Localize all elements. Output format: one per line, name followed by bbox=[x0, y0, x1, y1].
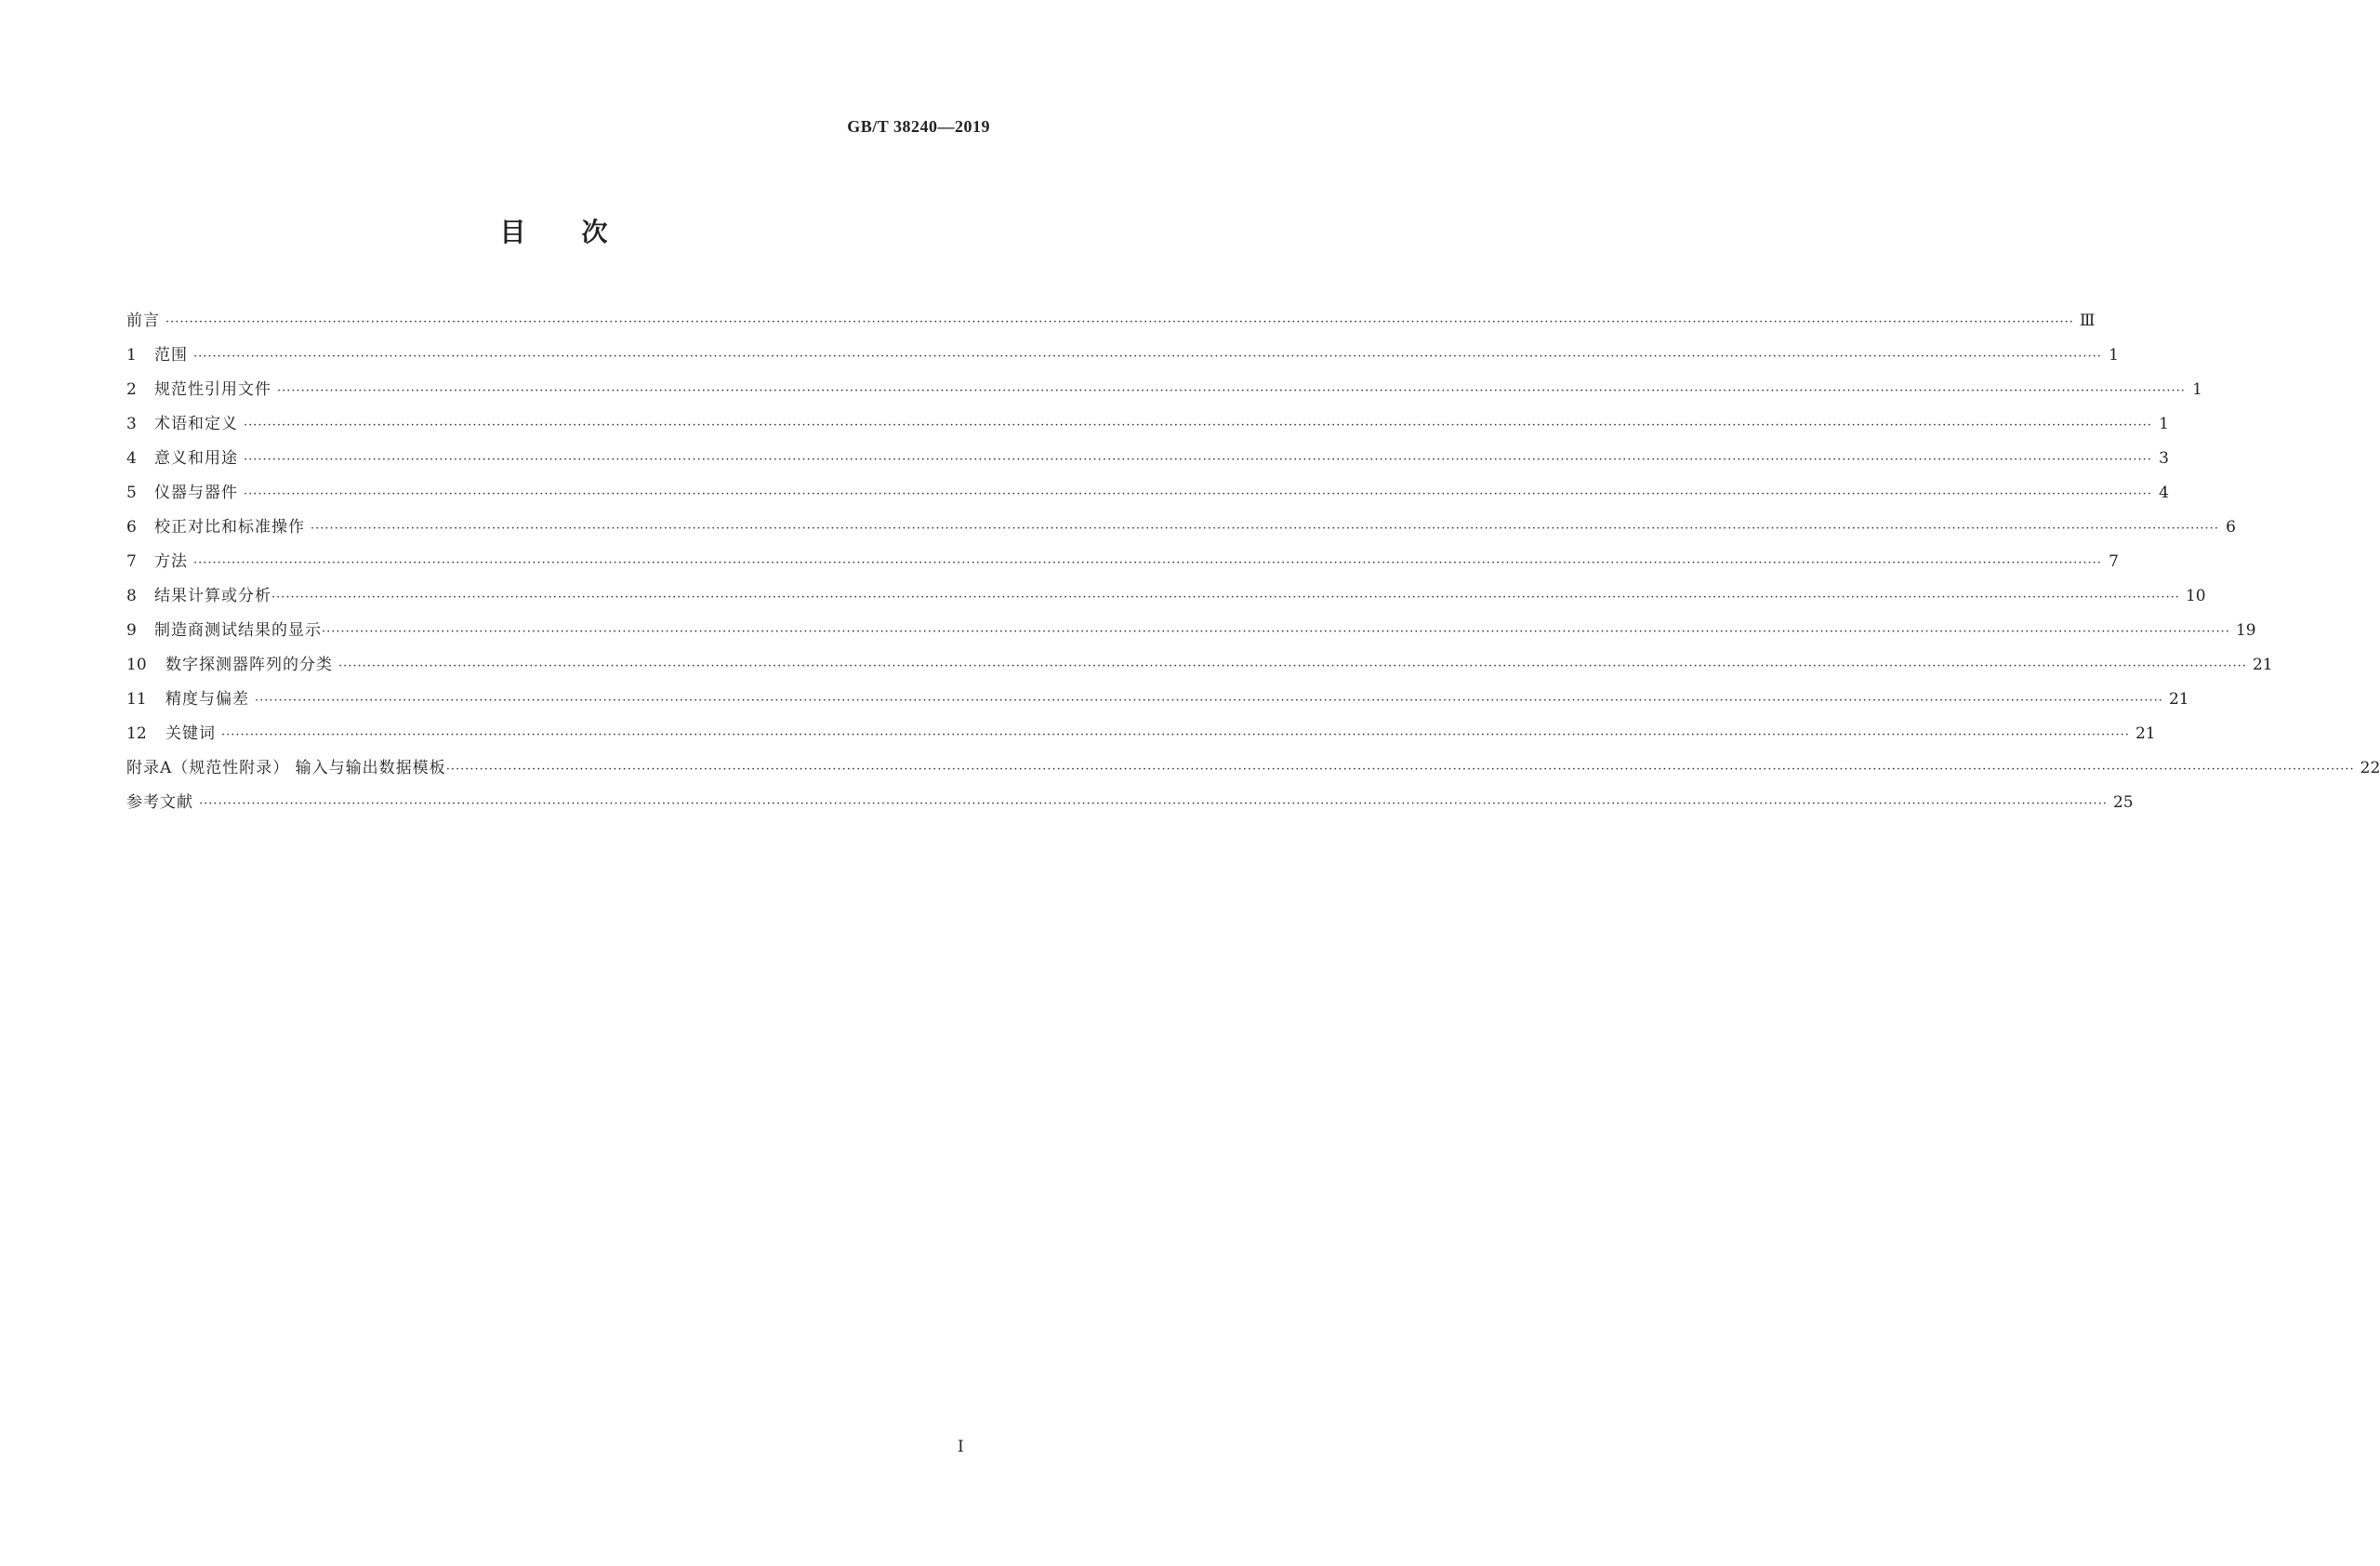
toc-entry[interactable] bbox=[126, 376, 2202, 410]
toc-entry-page: 1 bbox=[2192, 380, 2202, 399]
toc-entry[interactable] bbox=[126, 341, 2119, 376]
dot-leader: ················································································································································································································································································································································································································ bbox=[221, 728, 2130, 742]
toc-entry-page: 1 bbox=[2159, 415, 2169, 433]
dot-leader: ················································································································································································································································································································································································································ bbox=[193, 556, 2102, 570]
dot-leader: ················································································································································································································································································································································································································ bbox=[244, 487, 2152, 501]
toc-entry[interactable] bbox=[126, 548, 2119, 582]
toc-entry[interactable] bbox=[126, 410, 2169, 445]
toc-entry-label: 制造商测试结果的显示 bbox=[154, 621, 322, 640]
dot-leader: ················································································································································································································································································································································································································ bbox=[338, 659, 2247, 673]
dot-leader: ················································································································································································································································································································································································································ bbox=[244, 453, 2152, 467]
toc-entry-number: 1 bbox=[126, 346, 137, 365]
toc-entry[interactable] bbox=[126, 582, 2206, 617]
dot-leader: ················································································································································································································································································································································································································ bbox=[165, 315, 2074, 329]
toc-entry-number: 10 bbox=[126, 656, 147, 674]
toc-entry[interactable] bbox=[126, 754, 2380, 789]
toc-entry[interactable] bbox=[126, 720, 2156, 754]
table-of-contents bbox=[126, 307, 2380, 823]
toc-entry-label: 范围 bbox=[154, 346, 188, 365]
toc-entry-label: 数字探测器阵列的分类 bbox=[165, 656, 333, 674]
dot-leader: ················································································································································································································································································································································································································ bbox=[244, 418, 2152, 432]
toc-entry-number: 2 bbox=[126, 380, 137, 399]
dot-leader: ················································································································································································································································································································································································································ bbox=[193, 350, 2102, 364]
toc-entry-page: 25 bbox=[2112, 793, 2134, 812]
toc-entry-page: Ⅲ bbox=[2079, 312, 2096, 330]
toc-entry-label: 参考文献 bbox=[126, 793, 193, 812]
toc-entry[interactable] bbox=[126, 445, 2169, 479]
toc-entry[interactable] bbox=[126, 617, 2256, 651]
dot-leader: ················································································································································································································································································································································································································ bbox=[199, 797, 2108, 811]
toc-entry-label: 前言 bbox=[126, 312, 160, 330]
toc-entry[interactable] bbox=[126, 513, 2236, 548]
toc-entry-number: 8 bbox=[126, 587, 137, 605]
toc-entry-label: 结果计算或分析 bbox=[154, 587, 271, 605]
dot-leader: ················································································································································································································································································································································································································ bbox=[277, 384, 2186, 398]
page-title: 目次 bbox=[499, 217, 664, 247]
toc-entry-page: 10 bbox=[2185, 587, 2206, 605]
toc-entry-label: 精度与偏差 bbox=[165, 690, 249, 709]
toc-entry-page: 3 bbox=[2159, 449, 2169, 468]
toc-entry-label: 关键词 bbox=[165, 724, 216, 743]
toc-entry-label: 术语和定义 bbox=[154, 415, 238, 433]
dot-leader: ················································································································································································································································································································································································································ bbox=[322, 625, 2230, 639]
toc-entry[interactable] bbox=[126, 651, 2273, 685]
toc-entry[interactable] bbox=[126, 685, 2189, 720]
dot-leader: ················································································································································································································································································································································································································ bbox=[445, 763, 2355, 776]
toc-entry-page: 21 bbox=[2135, 724, 2156, 743]
toc-entry-label: 附录A（规范性附录） 输入与输出数据模板 bbox=[126, 759, 446, 777]
toc-entry-number: 5 bbox=[126, 484, 137, 502]
toc-entry-number: 4 bbox=[126, 449, 137, 468]
toc-entry-label: 方法 bbox=[154, 552, 188, 571]
toc-entry-page: 6 bbox=[2226, 518, 2236, 537]
toc-entry-page: 22 bbox=[2360, 759, 2380, 777]
dot-leader: ················································································································································································································································································································································································································ bbox=[255, 694, 2163, 708]
toc-entry-page: 21 bbox=[2168, 690, 2189, 709]
standard-number: GB/T 38240—2019 bbox=[847, 117, 990, 136]
page-number: I bbox=[958, 1438, 964, 1456]
toc-entry-label: 仪器与器件 bbox=[154, 484, 238, 502]
toc-entry-label: 意义和用途 bbox=[154, 449, 238, 468]
toc-entry-number: 11 bbox=[126, 690, 147, 709]
toc-entry[interactable] bbox=[126, 789, 2134, 823]
toc-entry-number: 3 bbox=[126, 415, 137, 433]
toc-entry-number: 9 bbox=[126, 621, 137, 640]
toc-entry-page: 7 bbox=[2109, 552, 2119, 571]
toc-entry[interactable] bbox=[126, 307, 2096, 341]
toc-entry-number: 6 bbox=[126, 518, 137, 537]
toc-entry-page: 19 bbox=[2235, 621, 2256, 640]
toc-entry-page: 1 bbox=[2109, 346, 2119, 365]
dot-leader: ················································································································································································································································································································································································································ bbox=[271, 591, 2180, 604]
toc-entry-page: 21 bbox=[2252, 656, 2273, 674]
toc-entry-label: 规范性引用文件 bbox=[154, 380, 271, 399]
toc-entry-label: 校正对比和标准操作 bbox=[154, 518, 305, 537]
toc-entry[interactable] bbox=[126, 479, 2169, 513]
toc-entry-number: 12 bbox=[126, 724, 147, 743]
toc-entry-number: 7 bbox=[126, 552, 137, 571]
dot-leader: ················································································································································································································································································································································································································ bbox=[311, 522, 2219, 536]
toc-entry-page: 4 bbox=[2159, 484, 2169, 502]
